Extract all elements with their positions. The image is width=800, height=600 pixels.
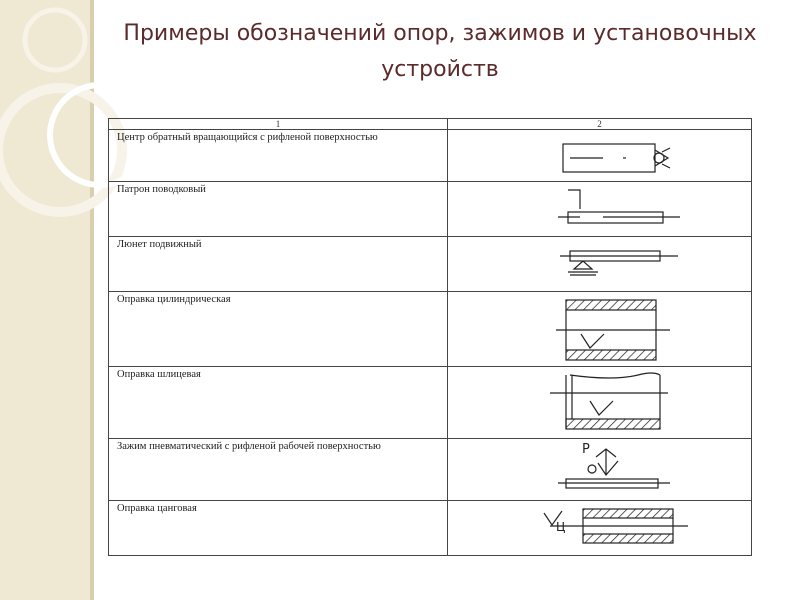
movable-steady-rest-icon	[448, 237, 753, 292]
symbol-letter: Ц	[556, 520, 566, 534]
table-row	[109, 439, 752, 501]
driving-chuck-icon	[448, 182, 753, 237]
pneumatic-clamp-icon	[448, 439, 753, 501]
row-name: Зажим пневматический с рифленой рабочей поверхностью	[117, 441, 381, 452]
table-row	[109, 182, 752, 237]
table-row	[109, 237, 752, 292]
row-name: Патрон поводковый	[117, 184, 206, 195]
symbols-table	[108, 118, 752, 556]
row-name: Оправка цанговая	[117, 503, 197, 514]
table-row	[109, 367, 752, 439]
table-row	[109, 292, 752, 367]
cylindrical-mandrel-icon	[448, 292, 753, 367]
slide-title: Примеры обозначений опор, зажимов и установочных устройств	[123, 21, 757, 82]
table-header-row	[109, 119, 752, 130]
spline-mandrel-icon	[448, 367, 753, 439]
table-row	[109, 130, 752, 182]
column-header-2: 2	[448, 119, 752, 130]
row-name: Оправка цилиндрическая	[117, 294, 231, 305]
reverse-rotating-center-icon	[448, 130, 753, 182]
table-row	[109, 501, 752, 556]
symbol-letter: P	[582, 442, 590, 457]
column-header-1: 1	[109, 119, 448, 130]
row-name: Центр обратный вращающийся с рифленой поверхностью	[117, 132, 378, 143]
row-name: Оправка шлицевая	[117, 369, 201, 380]
collet-mandrel-icon	[448, 501, 753, 556]
row-name: Люнет подвижный	[117, 239, 202, 250]
